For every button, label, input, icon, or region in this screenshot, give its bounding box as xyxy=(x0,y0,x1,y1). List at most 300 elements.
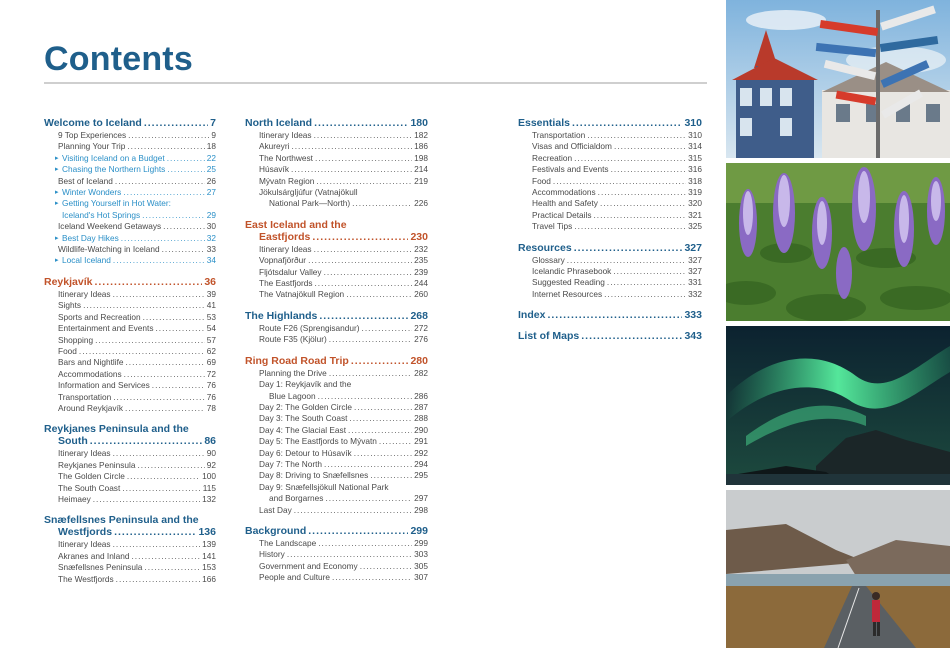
featured-entry[interactable] xyxy=(44,233,216,244)
leader-dots xyxy=(287,549,412,560)
leader-dots xyxy=(318,538,412,549)
toc-entry[interactable] xyxy=(44,574,216,585)
entry-label: The Golden Circle xyxy=(58,471,125,482)
entry-label: Health and Safety xyxy=(532,198,598,209)
toc-entry[interactable] xyxy=(44,551,216,562)
page-number: 272 xyxy=(414,322,428,333)
entry-label: Itinerary Ideas xyxy=(58,288,111,299)
entry-label: Akranes and Inland xyxy=(58,550,130,561)
toc-entry[interactable] xyxy=(245,459,428,470)
entry-label: The Vatnajökull Region xyxy=(259,289,345,300)
leader-dots xyxy=(604,289,686,300)
toc-entry[interactable] xyxy=(245,164,428,175)
leader-dots xyxy=(315,153,412,164)
toc-entry[interactable] xyxy=(245,334,428,345)
entry-label: Suggested Reading xyxy=(532,277,605,288)
section-title: Welcome to Iceland xyxy=(44,117,142,129)
page-number: 295 xyxy=(414,470,428,481)
entry-label: Day 6: Detour to Húsavík xyxy=(259,447,352,458)
toc-entry[interactable] xyxy=(245,436,428,447)
page-number: 9 xyxy=(211,130,216,140)
toc-entry[interactable] xyxy=(245,176,428,187)
entry-label: Itinerary Ideas xyxy=(58,539,111,550)
entry-label: Jökulsárgljúfur (Vatnajökull xyxy=(259,187,358,198)
toc-entry[interactable] xyxy=(44,323,216,334)
toc-entry[interactable] xyxy=(518,255,702,266)
leader-dots xyxy=(572,117,683,129)
toc-entry[interactable] xyxy=(245,561,428,572)
leader-dots xyxy=(593,210,686,221)
page-number: 100 xyxy=(202,471,216,482)
leader-dots xyxy=(312,231,408,243)
entry-label: Itinerary Ideas xyxy=(259,243,312,254)
toc-entry[interactable] xyxy=(44,380,216,391)
entry-label: The Eastfjords xyxy=(259,278,313,289)
signpost-church-photo xyxy=(726,0,950,158)
toc-entry[interactable] xyxy=(44,471,216,482)
entry-label-continued xyxy=(259,493,428,504)
page-number: 34 xyxy=(206,255,216,266)
page-number: 286 xyxy=(414,390,428,401)
page-number: 280 xyxy=(410,354,428,367)
entry-label: Food xyxy=(532,175,551,186)
toc-entry[interactable] xyxy=(245,470,428,481)
leader-dots xyxy=(93,494,200,505)
toc-entry[interactable] xyxy=(245,538,428,549)
toc-entry[interactable] xyxy=(44,335,216,346)
entry-label: 9 Top Experiences xyxy=(58,130,127,140)
page-number: 7 xyxy=(210,117,216,129)
page-number: 333 xyxy=(684,309,702,322)
toc-entry[interactable] xyxy=(44,562,216,573)
featured-entry[interactable] xyxy=(44,198,216,221)
page-number: 180 xyxy=(410,117,428,129)
entry-label: Food xyxy=(58,345,77,356)
leader-dots xyxy=(354,448,412,459)
entry-label: Entertainment and Events xyxy=(58,323,154,334)
leader-dots xyxy=(95,335,205,346)
toc-entries xyxy=(245,368,428,516)
entry-label: Wildlife-Watching in Iceland xyxy=(58,244,160,255)
page-number: 321 xyxy=(688,209,702,220)
leader-dots xyxy=(370,470,412,481)
toc-entry[interactable] xyxy=(518,164,702,175)
leader-dots xyxy=(79,346,205,357)
toc-entry[interactable] xyxy=(245,289,428,300)
leader-dots xyxy=(113,255,205,266)
toc-entries xyxy=(245,244,428,301)
entry-label: Fljótsdalur Valley xyxy=(259,266,322,277)
page-number: 307 xyxy=(414,572,428,583)
toc-section xyxy=(518,309,702,321)
toc-entry[interactable] xyxy=(245,413,428,424)
entry-label: Akureyri xyxy=(259,141,290,152)
toc-entries xyxy=(245,130,428,210)
page-number: 299 xyxy=(414,537,428,548)
leader-dots xyxy=(127,141,204,152)
toc-entry[interactable] xyxy=(245,153,428,164)
page-number: 69 xyxy=(206,357,216,368)
toc-section xyxy=(245,355,428,516)
toc-entry[interactable] xyxy=(245,267,428,278)
featured-entry[interactable] xyxy=(44,164,216,175)
toc-entry[interactable] xyxy=(518,266,702,277)
toc-column-3 xyxy=(518,117,702,351)
leader-dots xyxy=(332,572,412,583)
entry-label: Sights xyxy=(58,300,82,311)
toc-entry[interactable] xyxy=(245,379,428,402)
page-number: 239 xyxy=(414,266,428,277)
toc-entry[interactable] xyxy=(44,403,216,414)
toc-entries xyxy=(245,538,428,584)
entry-label: Last Day xyxy=(259,504,292,515)
section-heading[interactable] xyxy=(245,117,428,129)
toc-entry[interactable] xyxy=(44,369,216,380)
section-title: Background xyxy=(245,524,307,537)
lupine-flowers-photo xyxy=(726,163,950,321)
entry-label: Reykjanes Peninsula xyxy=(58,459,136,470)
leader-dots xyxy=(291,164,412,175)
page-number: 327 xyxy=(684,241,702,254)
section-heading[interactable] xyxy=(518,309,702,321)
section-title: Resources xyxy=(518,241,572,254)
section-heading[interactable] xyxy=(245,310,428,322)
page-number: 331 xyxy=(688,277,702,288)
toc-entry[interactable] xyxy=(245,278,428,289)
entry-label: Route F35 (Kjölur) xyxy=(259,334,327,345)
leader-dots xyxy=(611,164,687,175)
entry-label: Icelandic Phrasebook xyxy=(532,266,612,277)
section-heading[interactable] xyxy=(44,117,216,129)
entry-label: The South Coast xyxy=(58,482,121,493)
toc-entry[interactable] xyxy=(44,460,216,471)
page-number: 26 xyxy=(206,175,216,186)
toc-entry[interactable] xyxy=(518,210,702,221)
page-number: 299 xyxy=(410,524,428,537)
entry-label: Bars and Nightlife xyxy=(58,357,124,368)
leader-dots xyxy=(115,176,205,187)
page-number: 305 xyxy=(414,560,428,571)
entry-label: Itinerary Ideas xyxy=(58,448,111,459)
leader-dots xyxy=(581,330,682,342)
page-number: 139 xyxy=(202,539,216,550)
section-title: Snæfellsnes Peninsula and the xyxy=(44,514,199,527)
page-number: 325 xyxy=(688,221,702,232)
section-title-line2: Westfjords xyxy=(58,526,113,539)
entry-label-line2: Blue Lagoon xyxy=(269,390,316,401)
toc-entry[interactable] xyxy=(245,482,428,505)
toc-entries xyxy=(44,539,216,585)
toc-entry[interactable] xyxy=(245,244,428,255)
entry-label: Around Reykjavík xyxy=(58,402,124,413)
toc-entry[interactable] xyxy=(44,539,216,550)
toc-entry[interactable] xyxy=(245,549,428,560)
leader-dots xyxy=(116,574,201,585)
leader-dots xyxy=(123,187,204,198)
page-number: 132 xyxy=(202,493,216,504)
leader-dots xyxy=(613,266,686,277)
leader-dots xyxy=(308,255,412,266)
toc-section xyxy=(245,310,428,346)
entry-label: ▸ Local Iceland xyxy=(62,255,111,266)
entry-label: Shopping xyxy=(58,334,94,345)
toc-entry[interactable] xyxy=(44,244,216,255)
page-number: 29 xyxy=(206,209,216,220)
entry-label: Route F26 (Sprengisandur) xyxy=(259,322,360,333)
leader-dots xyxy=(124,369,205,380)
toc-section xyxy=(518,330,702,342)
toc-entry[interactable] xyxy=(518,289,702,300)
section-heading[interactable] xyxy=(245,219,428,243)
page-number: 186 xyxy=(414,141,428,152)
toc-entry[interactable] xyxy=(44,346,216,357)
page-number: 219 xyxy=(414,175,428,186)
entry-label: Transportation xyxy=(58,391,112,402)
leader-dots xyxy=(314,130,413,141)
toc-entry[interactable] xyxy=(245,368,428,379)
featured-entry[interactable] xyxy=(44,255,216,266)
entry-label: Visas and Officialdom xyxy=(532,141,612,152)
toc-entry[interactable] xyxy=(44,289,216,300)
toc-entry[interactable] xyxy=(44,141,216,152)
section-heading[interactable] xyxy=(245,355,428,367)
entry-label: The Landscape xyxy=(259,537,317,548)
toc-entry[interactable] xyxy=(518,277,702,288)
toc-entry[interactable] xyxy=(44,312,216,323)
toc-section xyxy=(44,117,216,267)
leader-dots xyxy=(315,278,413,289)
entry-label: Transportation xyxy=(532,130,586,140)
page-number: 297 xyxy=(414,493,428,504)
featured-entry[interactable] xyxy=(44,153,216,164)
page-number: 230 xyxy=(410,230,428,243)
section-heading[interactable] xyxy=(518,330,702,342)
leader-dots xyxy=(351,355,409,367)
page-number: 226 xyxy=(414,198,428,209)
leader-dots xyxy=(94,276,202,288)
page-number: 303 xyxy=(414,549,428,560)
entry-label-line2: National Park—North) xyxy=(269,198,351,209)
page-number: 244 xyxy=(414,278,428,289)
page-number: 294 xyxy=(414,458,428,469)
entry-label: History xyxy=(259,549,285,560)
leader-dots xyxy=(126,357,205,368)
leader-dots xyxy=(598,187,687,198)
entry-label: Day 4: The Glacial East xyxy=(259,424,347,435)
leader-dots xyxy=(125,403,205,414)
toc-entry[interactable] xyxy=(44,130,216,141)
leader-dots xyxy=(144,117,208,129)
toc-entry[interactable] xyxy=(44,448,216,459)
leader-dots xyxy=(167,153,205,164)
leader-dots xyxy=(607,277,686,288)
leader-dots xyxy=(143,312,205,323)
leader-dots xyxy=(162,244,205,255)
page-number: 53 xyxy=(206,311,216,322)
toc-entry[interactable] xyxy=(518,198,702,209)
page-number: 182 xyxy=(414,130,428,140)
section-title: The Highlands xyxy=(245,309,318,322)
leader-dots xyxy=(547,309,682,321)
entry-label: Day 3: The South Coast xyxy=(259,413,348,424)
toc-entry[interactable] xyxy=(518,153,702,164)
page-number: 310 xyxy=(684,117,702,129)
page-number: 62 xyxy=(206,345,216,356)
toc-section xyxy=(245,219,428,301)
entry-label: ▸ Visiting Iceland on a Budget xyxy=(62,152,165,163)
leader-dots xyxy=(329,368,412,379)
page-number: 282 xyxy=(414,367,428,378)
toc-entry[interactable] xyxy=(245,572,428,583)
entry-label: Itinerary Ideas xyxy=(259,130,312,140)
leader-dots xyxy=(348,425,412,436)
page-number: 32 xyxy=(206,232,216,243)
toc-entry[interactable] xyxy=(245,448,428,459)
entry-label: The Northwest xyxy=(259,152,313,163)
toc-entry[interactable] xyxy=(518,221,702,232)
toc-entry[interactable] xyxy=(44,357,216,368)
page-number: 332 xyxy=(688,288,702,299)
toc-entries xyxy=(518,255,702,301)
page-number: 291 xyxy=(414,436,428,447)
toc-entry[interactable] xyxy=(245,505,428,516)
toc-entry[interactable] xyxy=(44,494,216,505)
leader-dots xyxy=(314,244,413,255)
featured-entry[interactable] xyxy=(44,187,216,198)
leader-dots xyxy=(379,436,412,447)
leader-dots xyxy=(113,392,205,403)
page-number: 115 xyxy=(202,482,216,493)
entry-label: Day 9: Snæfellsjökull National Park xyxy=(259,481,389,492)
page-number: 314 xyxy=(688,141,702,152)
leader-dots xyxy=(155,323,204,334)
toc-entry[interactable] xyxy=(44,483,216,494)
entry-label: Government and Economy xyxy=(259,560,358,571)
page-number: 288 xyxy=(414,413,428,424)
page-number: 320 xyxy=(688,198,702,209)
leader-dots xyxy=(352,198,412,209)
page-number: 292 xyxy=(414,447,428,458)
leader-dots xyxy=(360,561,412,572)
entry-label: Accommodations xyxy=(58,368,122,379)
page-number: 276 xyxy=(414,334,428,345)
section-title: Essentials xyxy=(518,117,570,129)
leader-dots xyxy=(167,164,204,175)
toc-entries xyxy=(518,130,702,233)
toc-entry[interactable] xyxy=(245,402,428,413)
toc-entry[interactable] xyxy=(44,392,216,403)
page-number: 76 xyxy=(206,380,216,391)
leader-dots xyxy=(144,562,200,573)
leader-dots xyxy=(113,289,205,300)
page-number: 319 xyxy=(688,187,702,198)
entry-label: Day 8: Driving to Snæfellsnes xyxy=(259,470,369,481)
leader-dots xyxy=(324,459,412,470)
toc-entry[interactable] xyxy=(245,323,428,334)
page-number: 90 xyxy=(206,448,216,459)
toc-entry[interactable] xyxy=(44,176,216,187)
leader-dots xyxy=(113,539,201,550)
page-number: 214 xyxy=(414,164,428,175)
toc-entry[interactable] xyxy=(245,425,428,436)
fjord-road-photo xyxy=(726,490,950,648)
leader-dots xyxy=(354,402,412,413)
entry-label: Day 1: Reykjavík and the xyxy=(259,379,352,390)
toc-entry[interactable] xyxy=(245,141,428,152)
section-heading[interactable] xyxy=(518,117,702,129)
page-number: 25 xyxy=(206,164,216,175)
entry-label-continued xyxy=(259,391,428,402)
section-heading[interactable] xyxy=(44,276,216,288)
page-number: 327 xyxy=(688,254,702,265)
toc-entry[interactable] xyxy=(245,130,428,141)
section-title-continued xyxy=(44,526,216,538)
toc-entry[interactable] xyxy=(44,300,216,311)
leader-dots xyxy=(349,413,412,424)
toc-entry[interactable] xyxy=(518,141,702,152)
leader-dots xyxy=(346,289,412,300)
entry-label: Festivals and Events xyxy=(532,164,609,175)
page-number: 287 xyxy=(414,401,428,412)
page-number: 318 xyxy=(688,175,702,186)
section-heading[interactable] xyxy=(245,525,428,537)
entry-label: Day 5: The Eastfjords to Mývatn xyxy=(259,436,377,447)
leader-dots xyxy=(294,505,412,516)
section-heading[interactable] xyxy=(518,242,702,254)
section-heading[interactable] xyxy=(44,514,216,538)
section-title: Reykjanes Peninsula and the xyxy=(44,423,189,436)
leader-dots xyxy=(314,117,408,129)
page-number: 290 xyxy=(414,424,428,435)
toc-entry[interactable] xyxy=(245,187,428,210)
leader-dots xyxy=(83,300,205,311)
page-number: 198 xyxy=(414,152,428,163)
page-number: 72 xyxy=(206,368,216,379)
entry-label: Getting Yourself in Hot Water: xyxy=(62,198,171,209)
toc-entry[interactable] xyxy=(44,221,216,232)
page-number: 268 xyxy=(410,309,428,322)
entry-label: Vopnafjörður xyxy=(259,255,307,266)
entry-label-continued xyxy=(259,198,428,209)
leader-dots xyxy=(574,153,686,164)
section-title: East Iceland and the xyxy=(245,218,347,231)
section-heading[interactable] xyxy=(44,423,216,447)
entry-label: Iceland Weekend Getaways xyxy=(58,221,162,232)
leader-dots xyxy=(574,242,683,254)
entry-label: Snæfellsnes Peninsula xyxy=(58,562,143,573)
toc-entry[interactable] xyxy=(518,130,702,141)
entry-label: Glossary xyxy=(532,254,565,265)
toc-entry[interactable] xyxy=(245,255,428,266)
leader-dots xyxy=(587,130,686,141)
section-title: List of Maps xyxy=(518,330,580,343)
toc-entry[interactable] xyxy=(518,176,702,187)
entry-label: Day 2: The Golden Circle xyxy=(259,401,352,412)
toc-section xyxy=(245,117,428,210)
section-title: Ring Road Road Trip xyxy=(245,354,349,367)
page-number: 260 xyxy=(414,289,428,300)
page-number: 27 xyxy=(206,187,216,198)
leader-dots xyxy=(316,176,412,187)
leader-dots xyxy=(614,141,686,152)
page-number: 86 xyxy=(204,435,216,448)
toc-entry[interactable] xyxy=(518,187,702,198)
entry-label-line2: Iceland's Hot Springs xyxy=(62,209,141,220)
toc-entries xyxy=(44,289,216,414)
entry-label: People and Culture xyxy=(259,572,331,583)
section-title: Reykjavík xyxy=(44,275,93,288)
entry-label: Mývatn Region xyxy=(259,175,315,186)
